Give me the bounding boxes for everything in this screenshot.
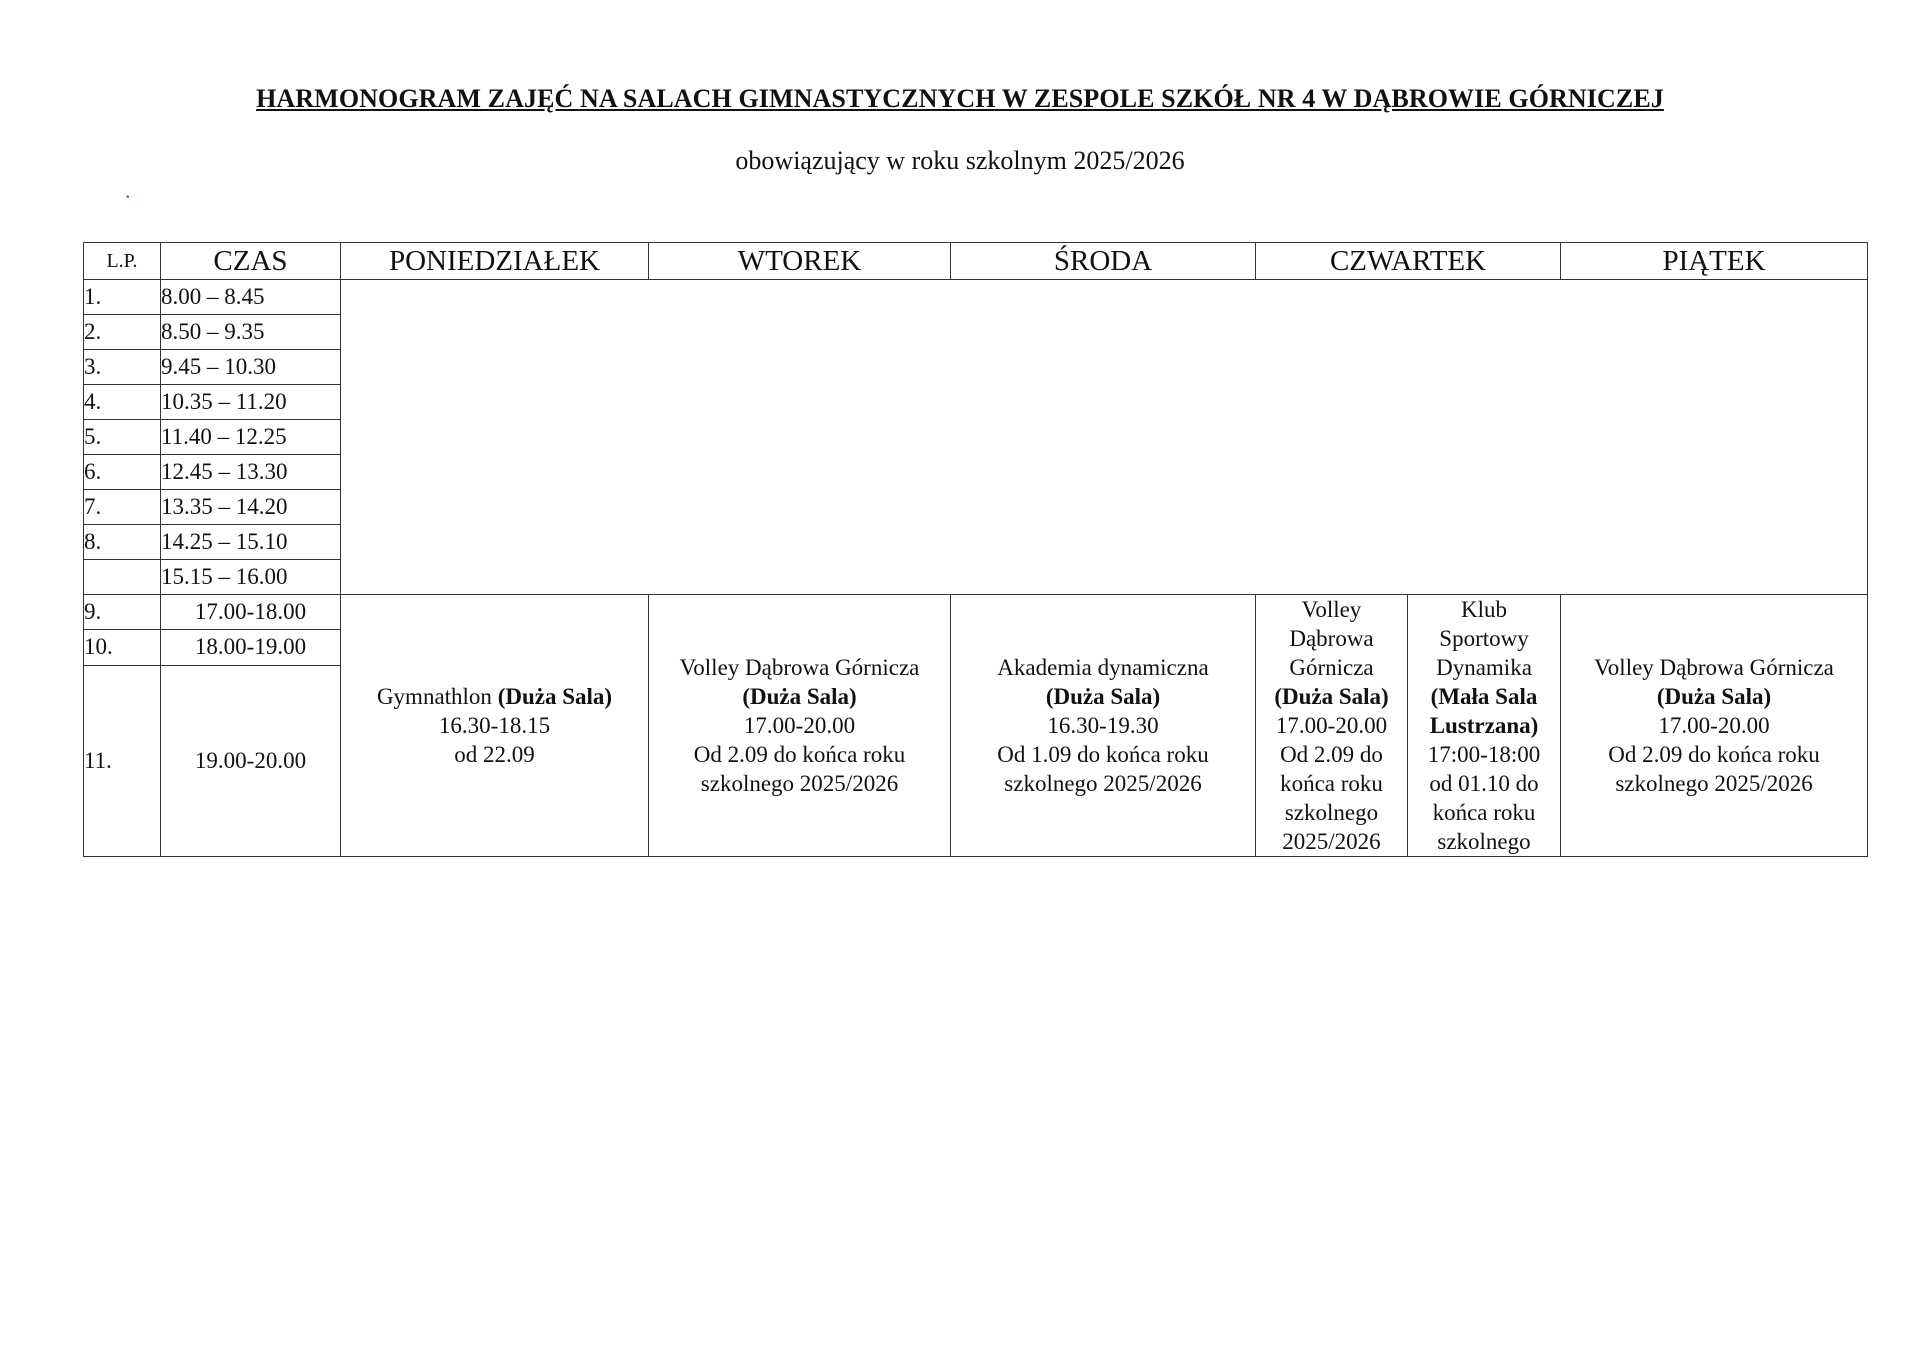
header-tuesday: WTOREK — [649, 243, 951, 280]
activity-hours: 17:00-18:00 — [1427, 742, 1541, 767]
activity-name: Klub — [1461, 597, 1507, 622]
row-time: 10.35 – 11.20 — [161, 385, 341, 420]
activity-name: Dynamika — [1436, 655, 1532, 680]
row-time: 9.45 – 10.30 — [161, 350, 341, 385]
row-time: 8.00 – 8.45 — [161, 280, 341, 315]
row-time: 17.00-18.00 — [161, 595, 341, 630]
row-time: 14.25 – 15.10 — [161, 525, 341, 560]
stray-mark: . — [125, 178, 131, 203]
row-time: 13.35 – 14.20 — [161, 490, 341, 525]
row-time: 18.00-19.00 — [161, 630, 341, 665]
header-monday: PONIEDZIAŁEK — [341, 243, 649, 280]
activity-hours: 16.30-19.30 — [1047, 713, 1159, 738]
header-row — [84, 243, 1868, 280]
activity-hours: 17.00-20.00 — [743, 713, 856, 738]
activity-hours: 16.30-18.15 — [438, 713, 551, 738]
header-czas: CZAS — [161, 243, 341, 280]
row-number: 10. — [84, 630, 161, 665]
row-number: 5. — [84, 420, 161, 455]
row-number: 2. — [84, 315, 161, 350]
empty-morning-block — [341, 280, 1868, 595]
header-thursday: CZWARTEK — [1256, 243, 1561, 280]
schedule-table — [83, 242, 1868, 857]
activity-hall: (Duża Sala) — [1656, 684, 1772, 709]
activity-hall: (Duża Sala) — [742, 684, 857, 709]
thursday-activity-klub — [1408, 595, 1561, 857]
activity-name: Dąbrowa — [1289, 626, 1374, 651]
activity-period: szkolnego 2025/2026 — [1004, 771, 1202, 796]
activity-period: Od 2.09 do końca roku — [693, 742, 906, 767]
activity-name: Gymnathlon — [376, 684, 498, 709]
activity-hall: (Duża Sala) — [1274, 684, 1389, 709]
row-time: 11.40 – 12.25 — [161, 420, 341, 455]
activity-name: Sportowy — [1439, 626, 1529, 651]
activity-name: Volley Dąbrowa Górnicza — [1594, 655, 1834, 680]
row-time: 15.15 – 16.00 — [161, 560, 341, 595]
activity-period: od 22.09 — [454, 742, 535, 767]
activity-hall: (Duża Sala) — [1045, 684, 1161, 709]
document-title: HARMONOGRAM ZAJĘĆ NA SALACH GIMNASTYCZNYCH W ZESPOLE SZKÓŁ NR 4 W DĄBROWIE GÓRNICZEJ — [256, 84, 1664, 113]
monday-activity — [341, 595, 649, 857]
activity-name: Akademia dynamiczna — [997, 655, 1209, 680]
activity-period: Od 2.09 do — [1280, 742, 1383, 767]
row-number: 8. — [84, 525, 161, 560]
activity-hours: 17.00-20.00 — [1275, 713, 1388, 738]
activity-period: 2025/2026 — [1282, 829, 1381, 854]
activity-hall: (Mała Sala — [1430, 684, 1538, 709]
row-number: 1. — [84, 280, 161, 315]
row-number: 7. — [84, 490, 161, 525]
activity-name: Volley Dąbrowa Górnicza — [679, 655, 920, 680]
activity-period: Od 1.09 do końca roku — [997, 742, 1209, 767]
activity-period: końca roku — [1432, 800, 1536, 825]
row-number: 9. — [84, 595, 161, 630]
row-number: 11. — [84, 665, 161, 856]
thursday-activity-volley — [1256, 595, 1408, 857]
row-number — [84, 560, 161, 595]
row-number: 4. — [84, 385, 161, 420]
activity-name: Górnicza — [1289, 655, 1374, 680]
header-lp: L.P. — [84, 243, 161, 280]
activity-period: szkolnego 2025/2026 — [700, 771, 899, 796]
activity-hours: 17.00-20.00 — [1658, 713, 1770, 738]
activity-name: Volley — [1301, 597, 1362, 622]
activity-hall: Lustrzana) — [1429, 713, 1539, 738]
row-number: 3. — [84, 350, 161, 385]
activity-period: szkolnego — [1437, 829, 1531, 854]
activity-period: szkolnego 2025/2026 — [1615, 771, 1813, 796]
row-number: 6. — [84, 455, 161, 490]
activity-period: od 01.10 do — [1429, 771, 1539, 796]
table-row — [84, 595, 1868, 630]
tuesday-activity — [649, 595, 951, 857]
row-time: 19.00-20.00 — [161, 665, 341, 856]
friday-activity — [1561, 595, 1868, 857]
activity-hall: (Duża Sala) — [497, 684, 613, 709]
row-time: 8.50 – 9.35 — [161, 315, 341, 350]
row-time: 12.45 – 13.30 — [161, 455, 341, 490]
document-subtitle: obowiązujący w roku szkolnym 2025/2026 — [735, 146, 1185, 175]
header-friday: PIĄTEK — [1561, 243, 1868, 280]
activity-period: końca roku — [1280, 771, 1383, 796]
activity-period: szkolnego — [1284, 800, 1379, 825]
activity-period: Od 2.09 do końca roku — [1608, 742, 1820, 767]
header-wednesday: ŚRODA — [951, 243, 1256, 280]
table-row — [84, 280, 1868, 315]
wednesday-activity — [951, 595, 1256, 857]
